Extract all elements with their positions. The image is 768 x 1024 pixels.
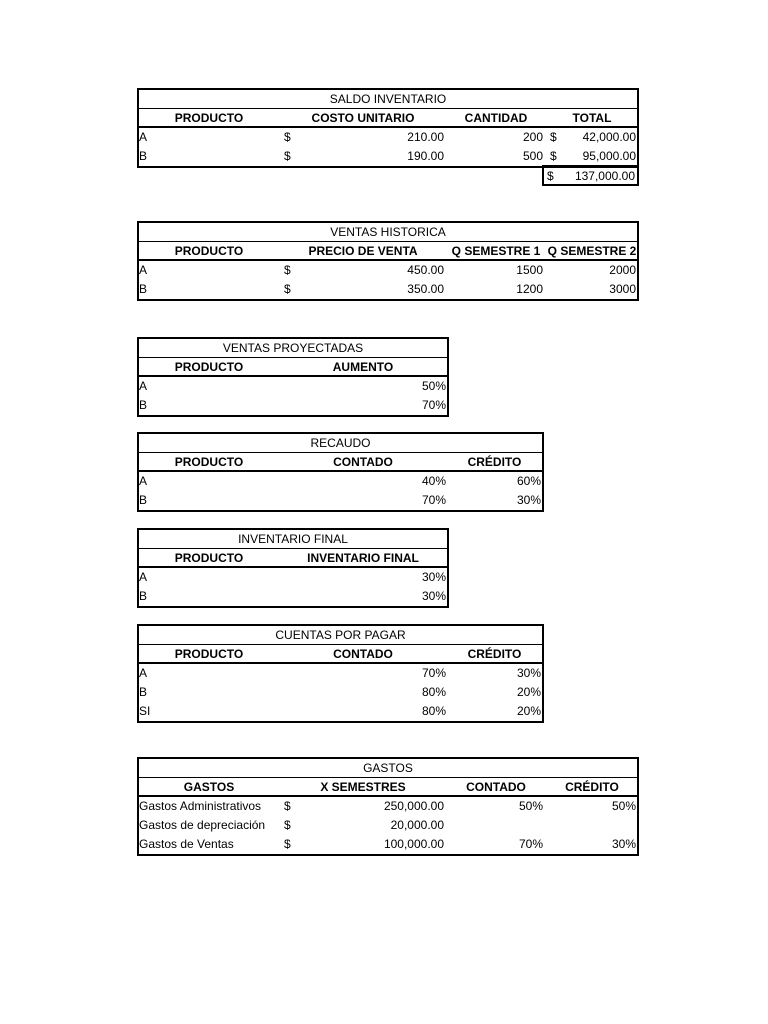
cell-q1: 1500 [516,263,543,277]
col-header-contado: CONTADO [333,455,393,469]
cell-producto: A [139,666,148,680]
col-header-inventario-final: INVENTARIO FINAL [307,551,419,565]
table-title: VENTAS HISTORICA [330,225,446,239]
cell-producto: B [139,493,148,507]
col-header-precio-venta: PRECIO DE VENTA [308,244,418,258]
col-header-cantidad: CANTIDAD [464,111,528,125]
cell-currency: $ [550,149,557,163]
cell-inventario-final: 30% [421,589,446,603]
col-header-producto: PRODUCTO [174,647,244,661]
col-header-q-semestre-2: Q SEMESTRE 2 [547,244,637,258]
col-header-producto: PRODUCTO [174,244,244,258]
cell-currency: $ [284,818,291,832]
cell-contado: 50% [518,799,543,813]
cell-producto: B [139,685,148,699]
cell-gasto: Gastos de depreciación [139,818,266,832]
grand-total-cell [542,165,639,186]
gastos-table [137,757,639,856]
header-row [139,358,447,377]
saldo-inventario-table [137,88,639,168]
table-title: INVENTARIO FINAL [238,532,348,546]
cell-cantidad: 200 [522,130,543,144]
table-row [139,472,542,491]
cell-q1: 1200 [516,282,543,296]
col-header-x-semestres: X SEMESTRES [320,780,406,794]
table-title-row [139,759,637,778]
table-row [139,147,637,166]
table-row [139,396,447,415]
cell-total: 42,000.00 [582,130,636,144]
ventas-proyectadas-table [137,337,449,417]
cell-x-semestres: 20,000.00 [390,818,444,832]
table-row [139,797,637,816]
col-header-total: TOTAL [572,111,612,125]
grand-total-value: 137,000.00 [574,169,635,183]
col-header-q-semestre-1: Q SEMESTRE 1 [451,244,541,258]
cell-cantidad: 500 [522,149,543,163]
table-title: GASTOS [363,761,413,775]
cell-contado: 80% [421,685,446,699]
cell-total: 95,000.00 [582,149,636,163]
cell-producto: A [139,379,148,393]
table-row [139,568,447,587]
header-row [139,109,637,128]
cell-credito: 60% [516,474,541,488]
table-row [139,702,542,721]
table-row [139,280,637,299]
cell-precio: 350.00 [407,282,444,296]
cell-aumento: 50% [421,379,446,393]
cell-x-semestres: 250,000.00 [383,799,444,813]
cell-credito: 30% [611,837,636,851]
col-header-costo-unitario: COSTO UNITARIO [311,111,415,125]
cell-currency: $ [547,169,554,183]
cell-currency: $ [284,282,291,296]
table-row [139,664,542,683]
cell-contado [447,816,544,835]
col-header-credito: CRÉDITO [467,647,522,661]
cell-credito [545,816,637,835]
cell-producto: A [139,263,148,277]
cell-currency: $ [284,130,291,144]
cell-producto: B [139,149,148,163]
table-row [139,491,542,510]
header-row [139,549,447,568]
col-header-credito: CRÉDITO [565,780,619,794]
cell-gasto: Gastos de Ventas [139,837,234,851]
cell-credito: 30% [516,493,541,507]
table-title: CUENTAS POR PAGAR [275,628,406,642]
table-row [139,587,447,606]
header-row [139,645,542,664]
table-title: SALDO INVENTARIO [329,92,447,106]
cell-currency: $ [284,263,291,277]
col-header-producto: PRODUCTO [174,360,244,374]
cell-contado: 80% [421,704,446,718]
cell-contado: 70% [518,837,543,851]
table-title-row [139,434,542,453]
cell-producto: A [139,130,148,144]
table-row [139,683,542,702]
cell-contado: 70% [421,493,446,507]
header-row [139,242,637,261]
cell-credito: 50% [611,799,636,813]
col-header-contado: CONTADO [333,647,393,661]
cell-currency: $ [550,130,557,144]
cell-inventario-final: 30% [421,570,446,584]
table-row [139,835,637,854]
cell-producto: B [139,282,148,296]
cell-gasto: Gastos Administrativos [139,799,262,813]
col-header-producto: PRODUCTO [174,551,244,565]
table-title-row [139,626,542,645]
recaudo-table [137,432,544,512]
table-row [139,261,637,280]
table-title: VENTAS PROYECTADAS [222,341,364,355]
cell-producto: B [139,589,148,603]
cell-precio: 450.00 [407,263,444,277]
cell-costo: 210.00 [407,130,444,144]
table-title: RECAUDO [310,436,371,450]
col-header-contado: CONTADO [466,780,526,794]
inventario-final-table [137,528,449,608]
table-row [139,377,447,396]
cell-costo: 190.00 [407,149,444,163]
cell-contado: 70% [421,666,446,680]
col-header-credito: CRÉDITO [467,455,522,469]
cell-q2: 3000 [609,282,636,296]
cell-producto: A [139,570,148,584]
table-title-row [139,90,637,109]
cell-q2: 2000 [609,263,636,277]
table-title-row [139,530,447,549]
cell-credito: 20% [516,685,541,699]
table-title-row [139,223,637,242]
cell-producto: A [139,474,148,488]
cuentas-por-pagar-table [137,624,544,723]
col-header-producto: PRODUCTO [174,455,244,469]
col-header-aumento: AUMENTO [332,360,394,374]
table-title-row [139,339,447,358]
col-header-gastos: GASTOS [183,780,235,794]
cell-producto: SI [139,704,151,718]
ventas-historica-table [137,221,639,301]
col-header-producto: PRODUCTO [174,111,244,125]
cell-credito: 20% [516,704,541,718]
cell-contado: 40% [421,474,446,488]
cell-aumento: 70% [421,398,446,412]
cell-producto: B [139,398,148,412]
cell-currency: $ [284,149,291,163]
cell-currency: $ [284,799,291,813]
table-row [139,128,637,147]
table-row [139,816,637,835]
header-row [139,778,637,797]
cell-currency: $ [284,837,291,851]
cell-credito: 30% [516,666,541,680]
header-row [139,453,542,472]
cell-x-semestres: 100,000.00 [383,837,444,851]
